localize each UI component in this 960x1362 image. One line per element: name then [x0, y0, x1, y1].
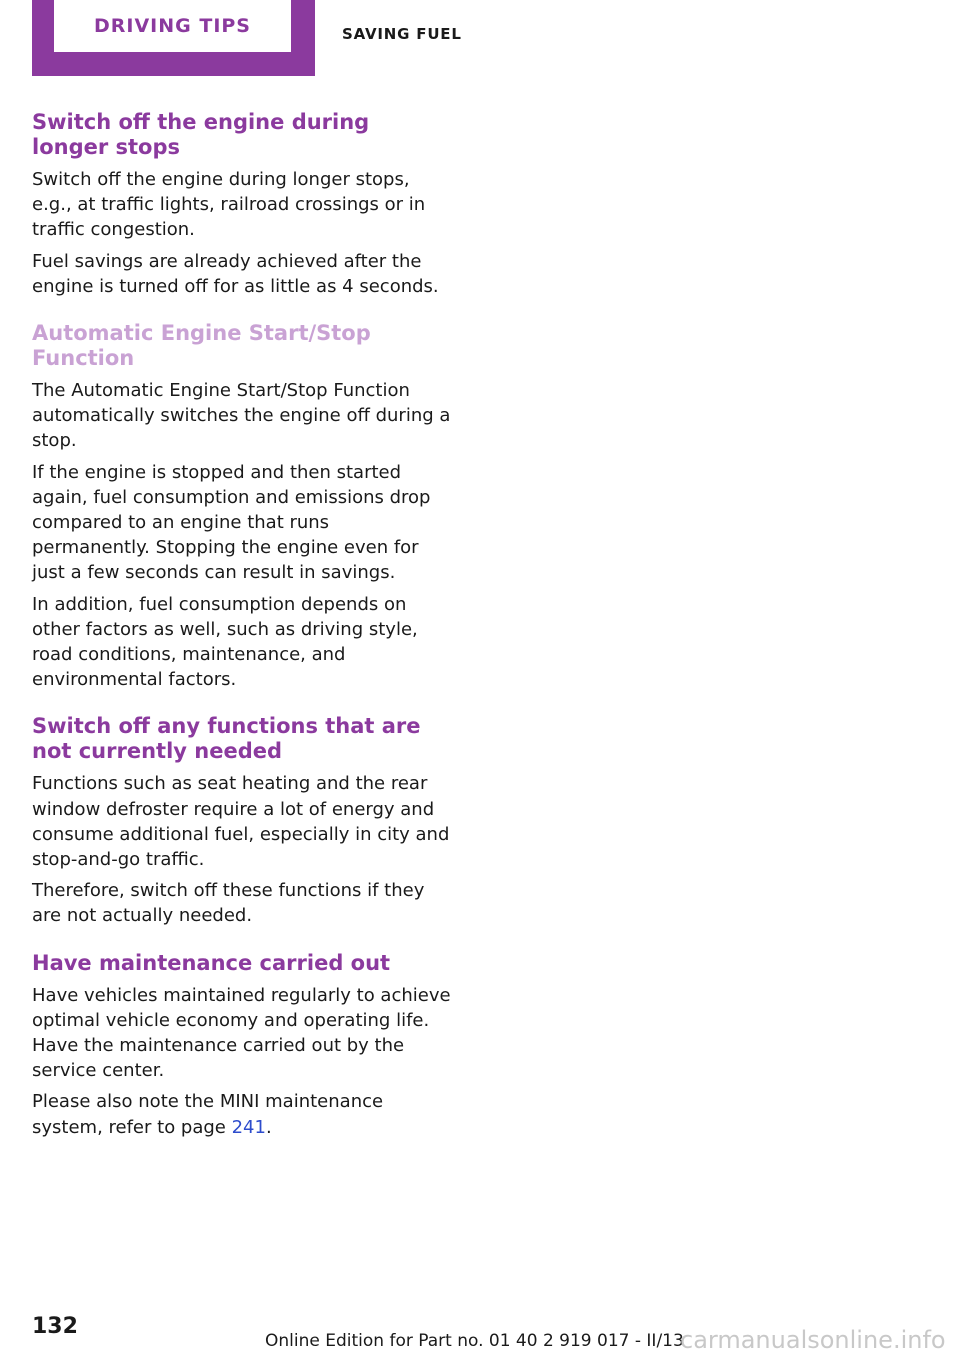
- section-engine-off: [32, 110, 452, 299]
- chapter-tab-label: DRIVING TIPS: [94, 15, 251, 37]
- section-heading: Automatic Engine Start/Stop Function: [32, 321, 371, 371]
- section-maintenance: [32, 951, 452, 1140]
- note-suffix: .: [265, 1116, 272, 1138]
- section-switch-off-functions: [32, 714, 452, 928]
- paragraph: Have vehicles maintained regularly to achieve optimal vehicle economy and operating life. Have the maintenance carried out by the service center.: [32, 984, 451, 1082]
- section-title: SAVING FUEL: [342, 25, 462, 43]
- paragraph: Fuel savings are already achieved after the engine is turned off for as little as 4 seconds.: [32, 250, 439, 297]
- section-heading: Switch off any functions that are not currently needed: [32, 714, 421, 764]
- paragraph: Switch off the engine during longer stops, e.g., at traffic lights, railroad crossings or in traffic congestion.: [32, 169, 426, 241]
- chapter-tab: [32, 0, 315, 76]
- paragraph: The Automatic Engine Start/Stop Function automatically switches the engine off during a stop.: [32, 380, 451, 452]
- section-start-stop: [32, 321, 452, 692]
- paragraph: Therefore, switch off these functions if they are not actually needed.: [32, 880, 425, 927]
- watermark: carmanualsonline.info: [680, 1326, 946, 1354]
- maintenance-note: [32, 1089, 452, 1139]
- page-number: 132: [32, 1314, 78, 1339]
- note-prefix: Please also note the MINI maintenance system, refer to page: [32, 1091, 384, 1138]
- main-content: [32, 110, 452, 1162]
- page-link[interactable]: 241: [231, 1116, 266, 1138]
- chapter-tab-inner: [54, 0, 291, 52]
- edition-footer: Online Edition for Part no. 01 40 2 919 017 - II/13: [265, 1331, 684, 1351]
- paragraph: In addition, fuel consumption depends on other factors as well, such as driving style, road conditions, maintenance, and environmental factors.: [32, 593, 418, 691]
- paragraph: If the engine is stopped and then started again, fuel consumption and emissions drop compared to an engine that runs permanently. Stopping the engine even for just a few seconds can result in savings.: [32, 461, 431, 584]
- paragraph: Functions such as seat heating and the rear window defroster require a lot of energy and consume additional fuel, especially in city and stop-and-go traffic.: [32, 773, 450, 871]
- section-heading: Have maintenance carried out: [32, 950, 391, 975]
- section-heading: Switch off the engine during longer stops: [32, 110, 370, 159]
